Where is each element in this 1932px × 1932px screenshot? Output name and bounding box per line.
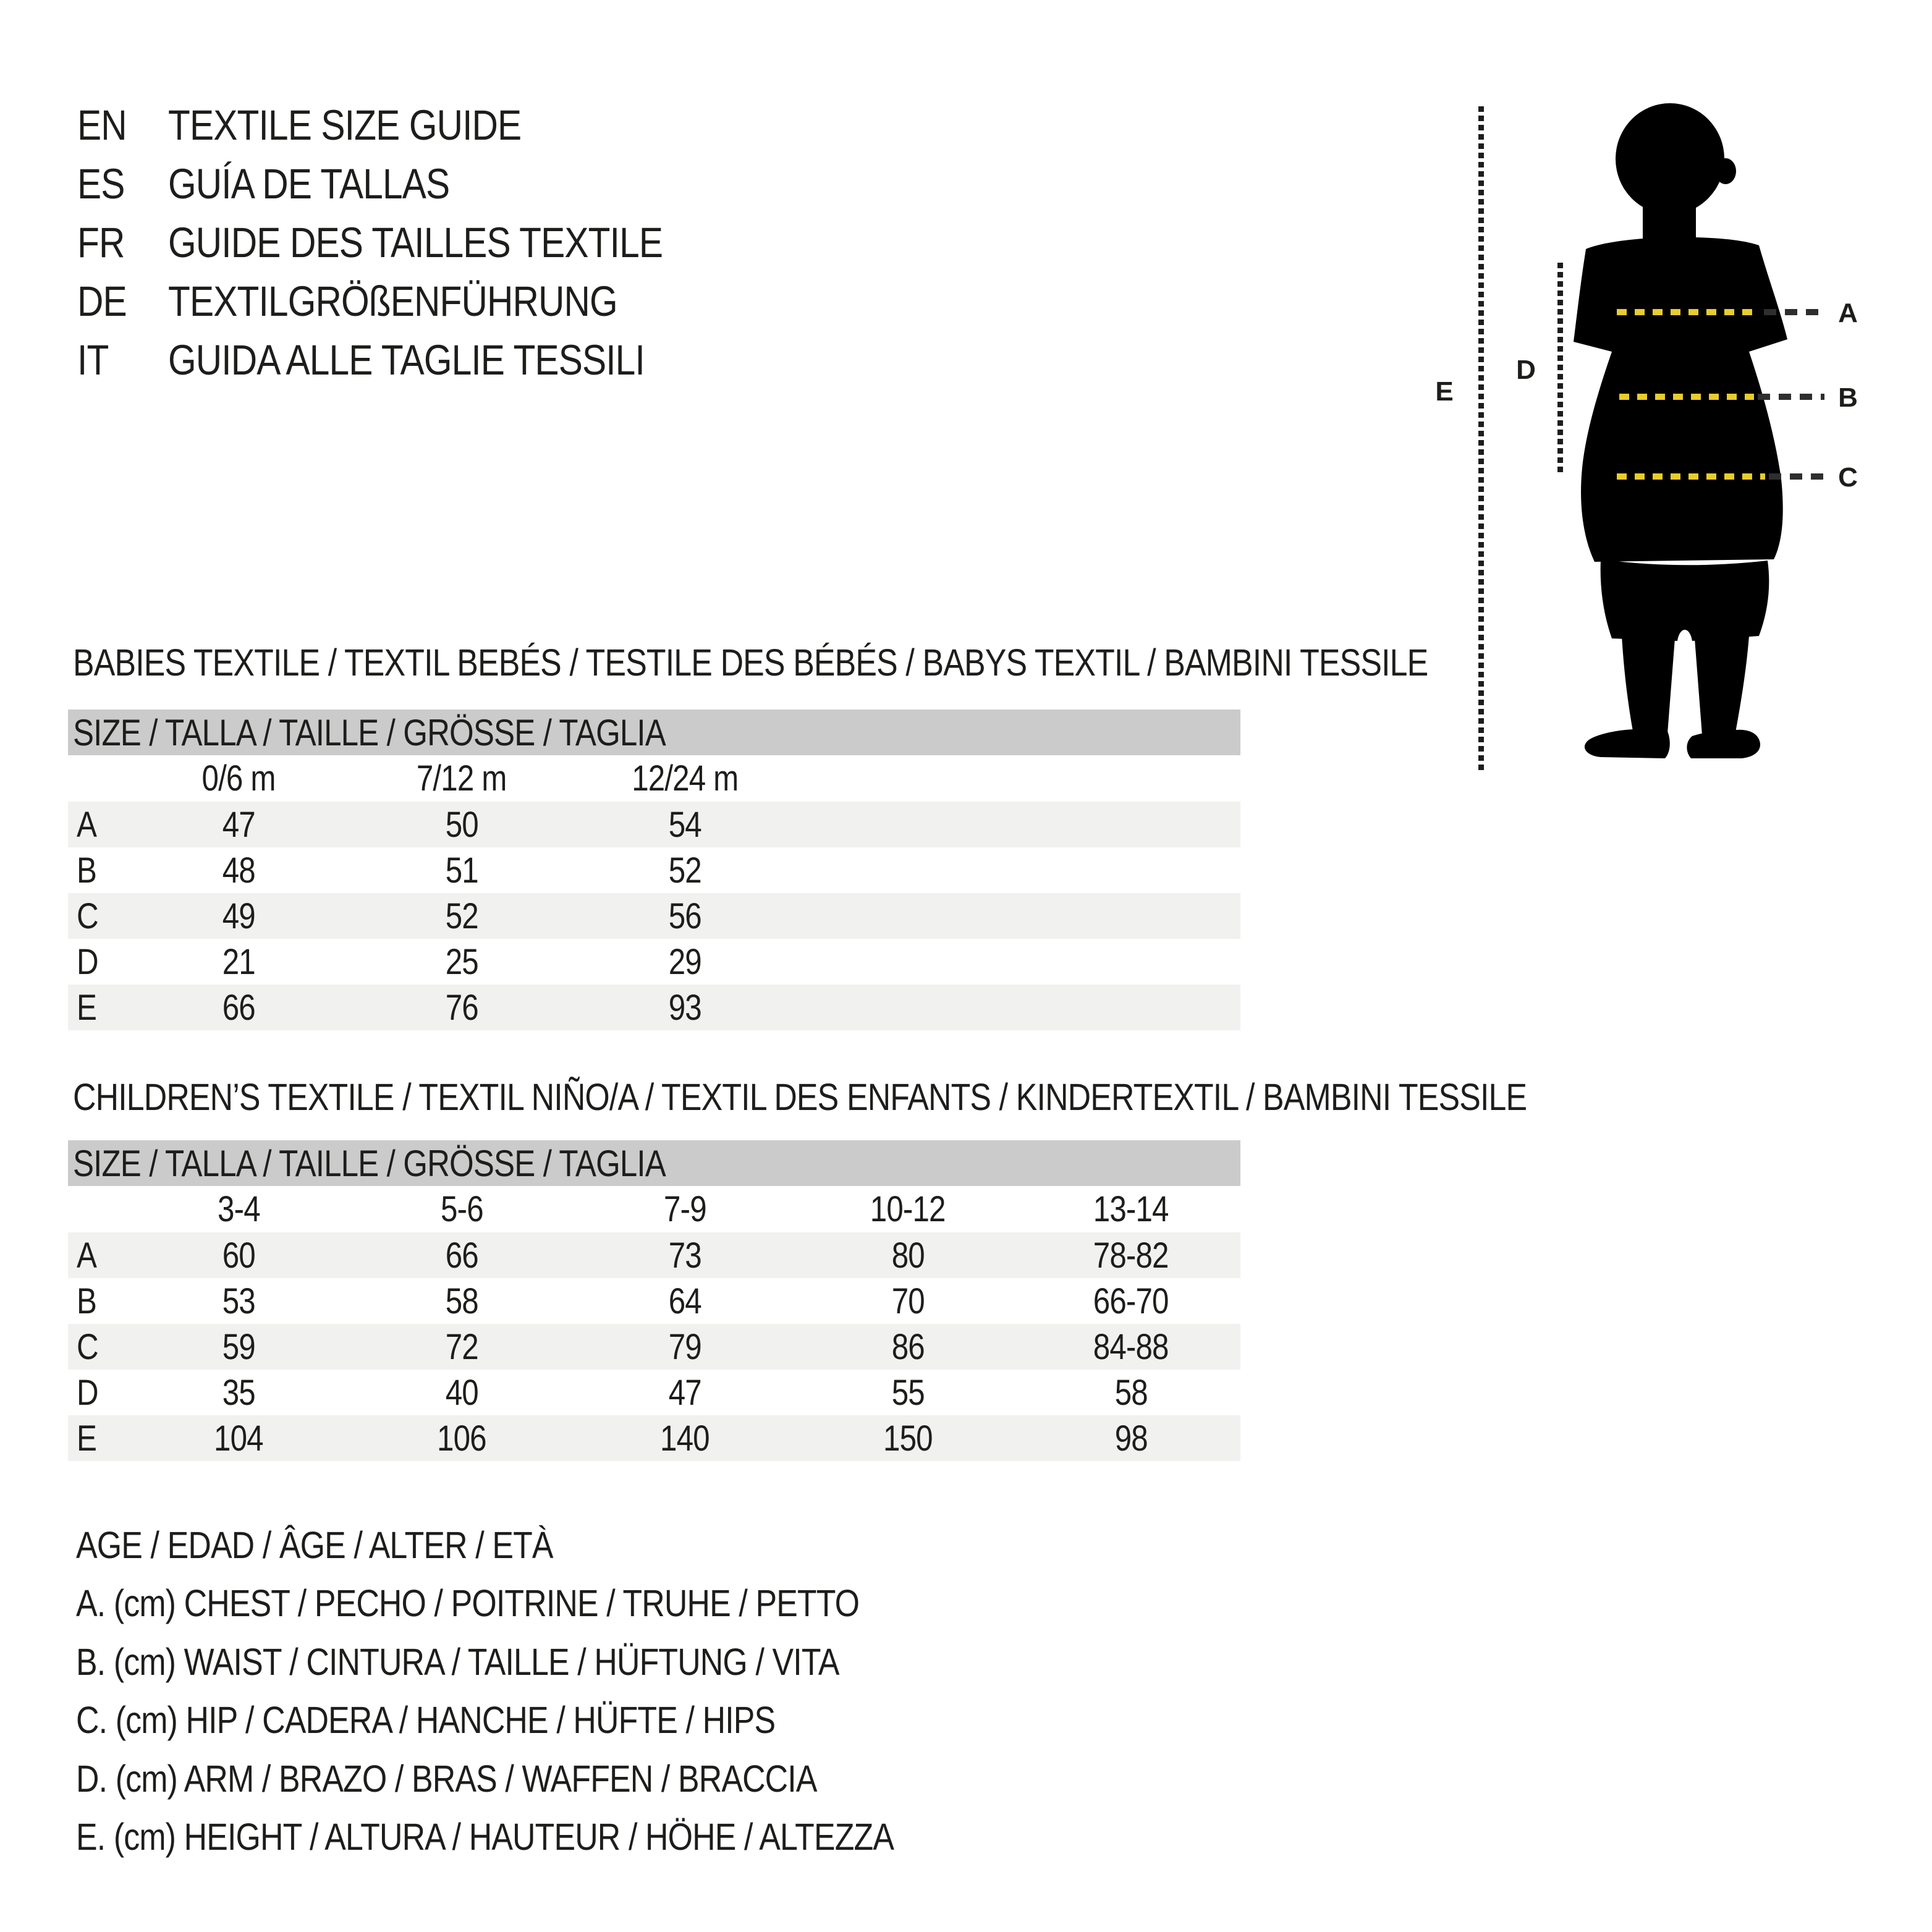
legend-arm-text: D. (cm) ARM / BRAZO / BRAS / WAFFEN / BRACCIA <box>76 1758 817 1800</box>
table-cell: 86 <box>891 1326 925 1367</box>
table-cell: 150 <box>883 1418 933 1459</box>
hip-line-c-dark <box>1769 473 1824 480</box>
table-cell: 76 <box>445 987 478 1028</box>
children-row-a <box>68 1232 1240 1278</box>
waist-line-b-yellow <box>1619 394 1754 400</box>
children-col-3-4: 3-4 <box>217 1189 260 1229</box>
measure-label-c: C <box>1838 462 1858 493</box>
lang-code-de: DE <box>77 277 127 325</box>
measure-label-d: D <box>1516 355 1536 385</box>
legend-hip-line <box>76 1695 899 1745</box>
lang-label-en: TEXTILE SIZE GUIDE <box>168 101 522 149</box>
lang-label-de: TEXTILGRÖßENFÜHRUNG <box>168 277 617 325</box>
legend-age-text: AGE / EDAD / ÂGE / ALTER / ETÀ <box>76 1524 553 1566</box>
table-cell: 52 <box>668 850 701 891</box>
table-cell: 21 <box>222 941 255 982</box>
legend-height-line <box>76 1812 1038 1862</box>
lang-code-it: IT <box>77 336 109 384</box>
table-cell: 84-88 <box>1093 1326 1169 1367</box>
language-row-de <box>0 276 989 326</box>
babies-row-e-label: E <box>77 987 97 1028</box>
babies-col-12-24m: 12/24 m <box>631 758 739 799</box>
table-cell: 59 <box>222 1326 255 1367</box>
language-row-en <box>0 100 989 150</box>
table-cell: 66-70 <box>1093 1281 1169 1321</box>
babies-row-c-label: C <box>77 896 98 936</box>
language-row-it <box>0 335 989 384</box>
children-heading <box>73 1072 1783 1122</box>
children-size-header-text: SIZE / TALLA / TAILLE / GRÖSSE / TAGLIA <box>73 1142 666 1184</box>
babies-row-d <box>68 939 1240 985</box>
table-cell: 70 <box>891 1281 925 1321</box>
children-col-13-14: 13-14 <box>1093 1189 1169 1229</box>
children-col-5-6: 5-6 <box>440 1189 483 1229</box>
children-row-a-label: A <box>77 1235 97 1276</box>
children-row-e-label: E <box>77 1418 97 1459</box>
babies-column-header-row <box>68 755 1240 802</box>
lang-label-it: GUIDA ALLE TAGLIE TESSILI <box>168 336 645 384</box>
table-cell: 47 <box>222 804 255 845</box>
lang-code-fr: FR <box>77 218 125 266</box>
table-cell: 51 <box>445 850 478 891</box>
measure-label-e: E <box>1435 376 1454 407</box>
silhouette-left-shoe <box>1585 729 1670 758</box>
children-row-e <box>68 1415 1240 1461</box>
lang-label-fr: GUIDE DES TAILLES TEXTILE <box>168 218 663 266</box>
language-row-fr <box>0 218 989 267</box>
table-cell: 72 <box>445 1326 478 1367</box>
children-row-d-label: D <box>77 1372 98 1413</box>
table-cell: 106 <box>437 1418 486 1459</box>
babies-row-a-label: A <box>77 804 97 845</box>
babies-heading <box>73 638 1667 687</box>
children-col-7-9: 7-9 <box>663 1189 706 1229</box>
table-cell: 35 <box>222 1372 255 1413</box>
table-cell: 25 <box>445 941 478 982</box>
hip-line-c-yellow <box>1617 473 1765 480</box>
lang-code-en: EN <box>77 101 127 149</box>
legend-chest-text: A. (cm) CHEST / PECHO / POITRINE / TRUHE / PETTO <box>76 1582 860 1624</box>
children-row-b <box>68 1278 1240 1324</box>
legend-height-text: E. (cm) HEIGHT / ALTURA / HAUTEUR / HÖHE / ALTEZZA <box>76 1816 894 1858</box>
babies-size-header-bar <box>68 710 1240 755</box>
legend-arm-line <box>76 1754 947 1803</box>
table-cell: 78-82 <box>1093 1235 1169 1276</box>
table-cell: 49 <box>222 896 255 936</box>
table-cell: 54 <box>668 804 701 845</box>
children-row-c <box>68 1324 1240 1370</box>
lang-code-es: ES <box>77 159 125 208</box>
table-cell: 40 <box>445 1372 478 1413</box>
legend-chest-line <box>76 1578 998 1628</box>
table-cell: 73 <box>668 1235 701 1276</box>
table-cell: 66 <box>222 987 255 1028</box>
table-cell: 55 <box>891 1372 925 1413</box>
babies-row-a <box>68 802 1240 847</box>
children-size-header-bar <box>68 1140 1240 1186</box>
table-cell: 52 <box>445 896 478 936</box>
measure-label-a: A <box>1838 298 1858 328</box>
legend-waist-text: B. (cm) WAIST / CINTURA / TAILLE / HÜFTUNG / VITA <box>76 1641 839 1683</box>
children-row-b-label: B <box>77 1281 97 1321</box>
table-cell: 79 <box>668 1326 701 1367</box>
babies-row-d-label: D <box>77 941 98 982</box>
table-cell: 58 <box>1114 1372 1148 1413</box>
silhouette-right-leg <box>1695 636 1749 735</box>
children-col-10-12: 10-12 <box>870 1189 946 1229</box>
babies-row-b <box>68 847 1240 893</box>
children-row-c-label: C <box>77 1326 98 1367</box>
table-cell: 50 <box>445 804 478 845</box>
babies-size-header-text: SIZE / TALLA / TAILLE / GRÖSSE / TAGLIA <box>73 711 666 753</box>
lang-label-es: GUÍA DE TALLAS <box>168 159 450 208</box>
table-cell: 47 <box>668 1372 701 1413</box>
table-cell: 48 <box>222 850 255 891</box>
table-cell: 58 <box>445 1281 478 1321</box>
babies-row-c <box>68 893 1240 939</box>
babies-col-7-12m: 7/12 m <box>417 758 507 799</box>
chest-line-a-dark <box>1764 309 1824 315</box>
language-row-es <box>0 159 989 208</box>
table-cell: 80 <box>891 1235 925 1276</box>
silhouette-ear <box>1715 158 1736 184</box>
table-cell: 93 <box>668 987 701 1028</box>
chest-line-a-yellow <box>1617 309 1760 315</box>
table-cell: 66 <box>445 1235 478 1276</box>
arm-dotted-line-d <box>1557 263 1563 473</box>
table-cell: 64 <box>668 1281 701 1321</box>
table-cell: 98 <box>1114 1418 1148 1459</box>
waist-line-b-dark <box>1758 394 1824 400</box>
silhouette-right-shoe <box>1687 730 1760 758</box>
legend-age-line <box>76 1520 637 1570</box>
legend-waist-line <box>76 1637 973 1687</box>
table-cell: 53 <box>222 1281 255 1321</box>
silhouette-shorts <box>1601 559 1769 641</box>
table-cell: 104 <box>214 1418 263 1459</box>
children-heading-text: CHILDREN’S TEXTILE / TEXTIL NIÑO/A / TEXTIL DES ENFANTS / KINDERTEXTIL / BAMBINI TESSILE <box>73 1076 1527 1118</box>
measure-label-b: B <box>1838 383 1858 413</box>
babies-row-e <box>68 985 1240 1030</box>
table-cell: 29 <box>668 941 701 982</box>
legend-hip-text: C. (cm) HIP / CADERA / HANCHE / HÜFTE / HIPS <box>76 1699 776 1741</box>
table-cell: 60 <box>222 1235 255 1276</box>
children-row-d <box>68 1370 1240 1415</box>
babies-heading-text: BABIES TEXTILE / TEXTIL BEBÉS / TESTILE DES BÉBÉS / BABYS TEXTIL / BAMBINI TESSILE <box>73 642 1428 684</box>
children-column-header-row <box>68 1186 1240 1232</box>
babies-col-0-6m: 0/6 m <box>201 758 276 799</box>
table-cell: 140 <box>660 1418 710 1459</box>
table-cell: 56 <box>668 896 701 936</box>
babies-row-b-label: B <box>77 850 97 891</box>
